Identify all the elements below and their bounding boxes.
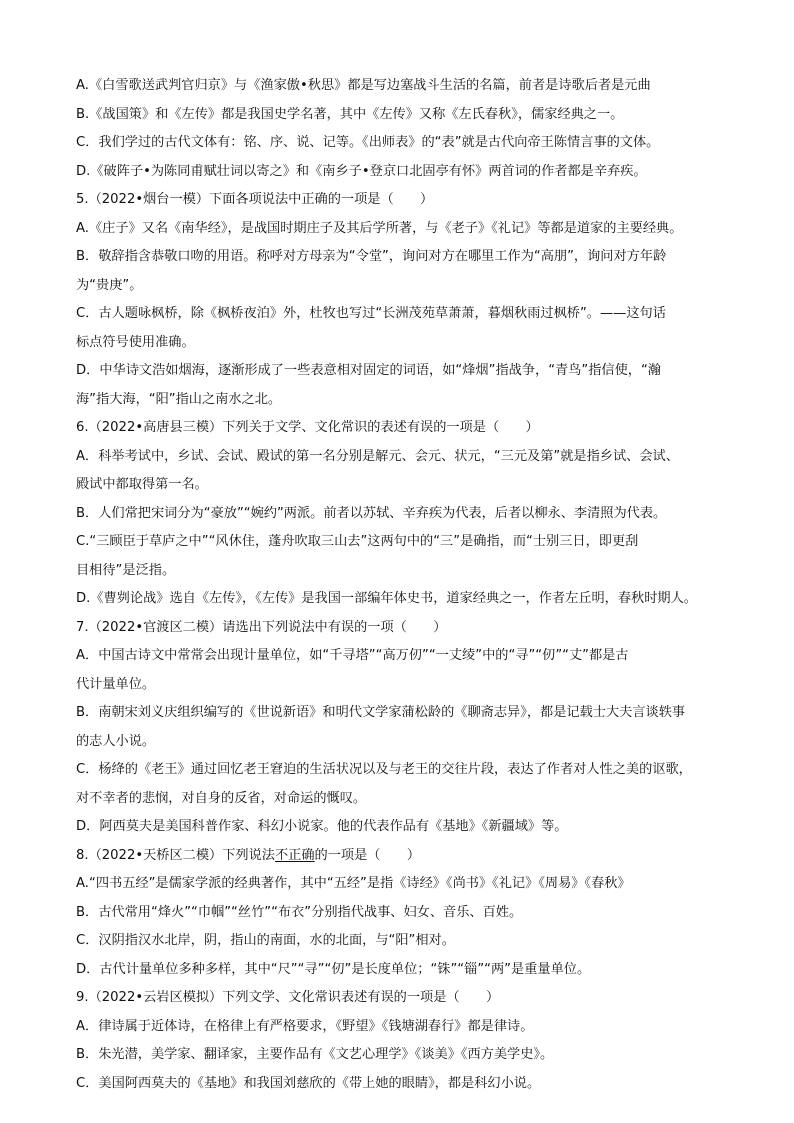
stem-text: 8.（2022•天桥区二模）下列说法	[76, 847, 275, 863]
question-stem: 7.（2022•官渡区二模）请选出下列说法中有误的一项（ ）	[76, 619, 447, 635]
text-line: 代计量单位。	[76, 676, 156, 692]
text-line: D．中华诗文浩如烟海，逐渐形成了一些表意相对固定的词语，如“烽烟”指战争，“青鸟”指信使，“瀚	[76, 363, 661, 378]
text-line: C．美国阿西莫夫的《基地》和我国刘慈欣的《带上她的眼睛》，都是科幻小说。	[76, 1075, 541, 1091]
text-line: D．古代计量单位多种多样，其中“尺”“寻”“仞”是长度单位；“铢”“锱”“两”是重量单位。	[76, 961, 591, 977]
text-line: 海”指大海，“阳”指山之南水之北。	[76, 391, 282, 407]
text-line: 目相待”是泛指。	[76, 562, 176, 578]
text-line: C．杨绛的《老王》通过回忆老王窘迫的生活状况以及与老王的交往片段，表达了作者对人性之美的讴歌，	[76, 762, 692, 777]
text-line: C．古人题咏枫桥，除《枫桥夜泊》外，杜牧也写过“长洲茂苑草萧萧，暮烟秋雨过枫桥”。——这句话	[76, 306, 666, 321]
text-line: B．南朝宋刘义庆组织编写的《世说新语》和明代文学家蒲松龄的《聊斋志异》，都是记载士大夫言谈轶事	[76, 705, 686, 720]
text-line: A.《庄子》又名《南华经》，是战国时期庄子及其后学所著，与《老子》《礼记》等都是道家的主要经典。	[76, 220, 683, 236]
text-line: 殿试中都取得第一名。	[76, 477, 208, 492]
text-line: 对不幸者的悲悯，对自身的反省，对命运的慨叹。	[76, 790, 367, 806]
text-line: C．汉阴指汉水北岸，阴，指山的南面，水的北面，与“阳”相对。	[76, 933, 455, 948]
text-line: A.“四书五经”是儒家学派的经典著作，其中“五经”是指《诗经》《尚书》《礼记》《周易》《春秋》	[76, 876, 631, 891]
text-line: A.《白雪歌送武判官归京》与《渔家傲•秋思》都是写边塞战斗生活的名篇，前者是诗歌后者是元曲	[76, 78, 651, 93]
question-stem: 6.（2022•高唐县三模）下列关于文学、文化常识的表述有误的一项是（ ）	[76, 420, 539, 435]
text-line: B．古代常用“烽火”“巾帼”“丝竹”“布衣”分别指代战事、妇女、音乐、百姓。	[76, 904, 523, 920]
text-line: 标点符号使用准确。	[76, 334, 195, 350]
text-line: B.《战国策》和《左传》都是我国史学名著，其中《左传》又称《左氏春秋》，儒家经典之一。	[76, 106, 624, 122]
underlined-emphasis: 不正确	[274, 847, 315, 863]
text-line: C.“三顾臣于草庐之中”“风休住，蓬舟吹取三山去”这两句中的“三”是确指，而“士别三日，即更刮	[76, 534, 639, 549]
text-line: D．阿西莫夫是美国科普作家、科幻小说家。他的代表作品有《基地》《新疆域》等。	[76, 819, 568, 834]
text-line: A．科举考试中，乡试、会试、殿试的第一名分别是解元、会元、状元，“三元及第”就是指乡试、会试、	[76, 448, 679, 464]
question-stem: 9.（2022•云岩区模拟）下列文学、文化常识表述有误的一项是（ ）	[76, 990, 500, 1005]
text-line: D.《曹刿论战》选自《左传》，《左传》是我国一部编年体史书，道家经典之一，作者左丘明，春秋时期人。	[76, 591, 697, 606]
text-line: B．人们常把宋词分为“豪放”“婉约”两派。前者以苏轼、辛弃疾为代表，后者以柳永、李清照为代表。	[76, 505, 667, 521]
stem-text: 的一项是（ ）	[314, 847, 421, 863]
text-line: A．中国古诗文中常常会出现计量单位，如“千寻塔”“高万仞”“一丈绫”中的“寻”“仞”“丈”都是古	[76, 648, 629, 663]
text-line: B．敬辞指含恭敬口吻的用语。称呼对方母亲为“令堂”，询问对方在哪里工作为“高朋”，询问对方年龄	[76, 249, 667, 264]
text-line: C．我们学过的古代文体有：铭、序、说、记等。《出师表》的“表”就是古代向帝王陈情言事的文体。	[76, 135, 660, 150]
question-stem	[76, 842, 724, 871]
text-line: 的志人小说。	[76, 733, 156, 749]
text-line: B．朱光潜，美学家、翻译家，主要作品有《文艺心理学》《谈美》《西方美学史》。	[76, 1047, 554, 1062]
text-line: D.《破阵子•为陈同甫赋壮词以寄之》和《南乡子•登京口北固亭有怀》两首词的作者都是辛弃疾。	[76, 163, 647, 179]
question-stem: 5.（2022•烟台一模）下面各项说法中正确的一项是（ ）	[76, 192, 434, 207]
text-line: 为“贵庚”。	[76, 277, 143, 293]
text-line: A．律诗属于近体诗，在格律上有严格要求，《野望》《钱塘湖春行》都是律诗。	[76, 1018, 534, 1034]
